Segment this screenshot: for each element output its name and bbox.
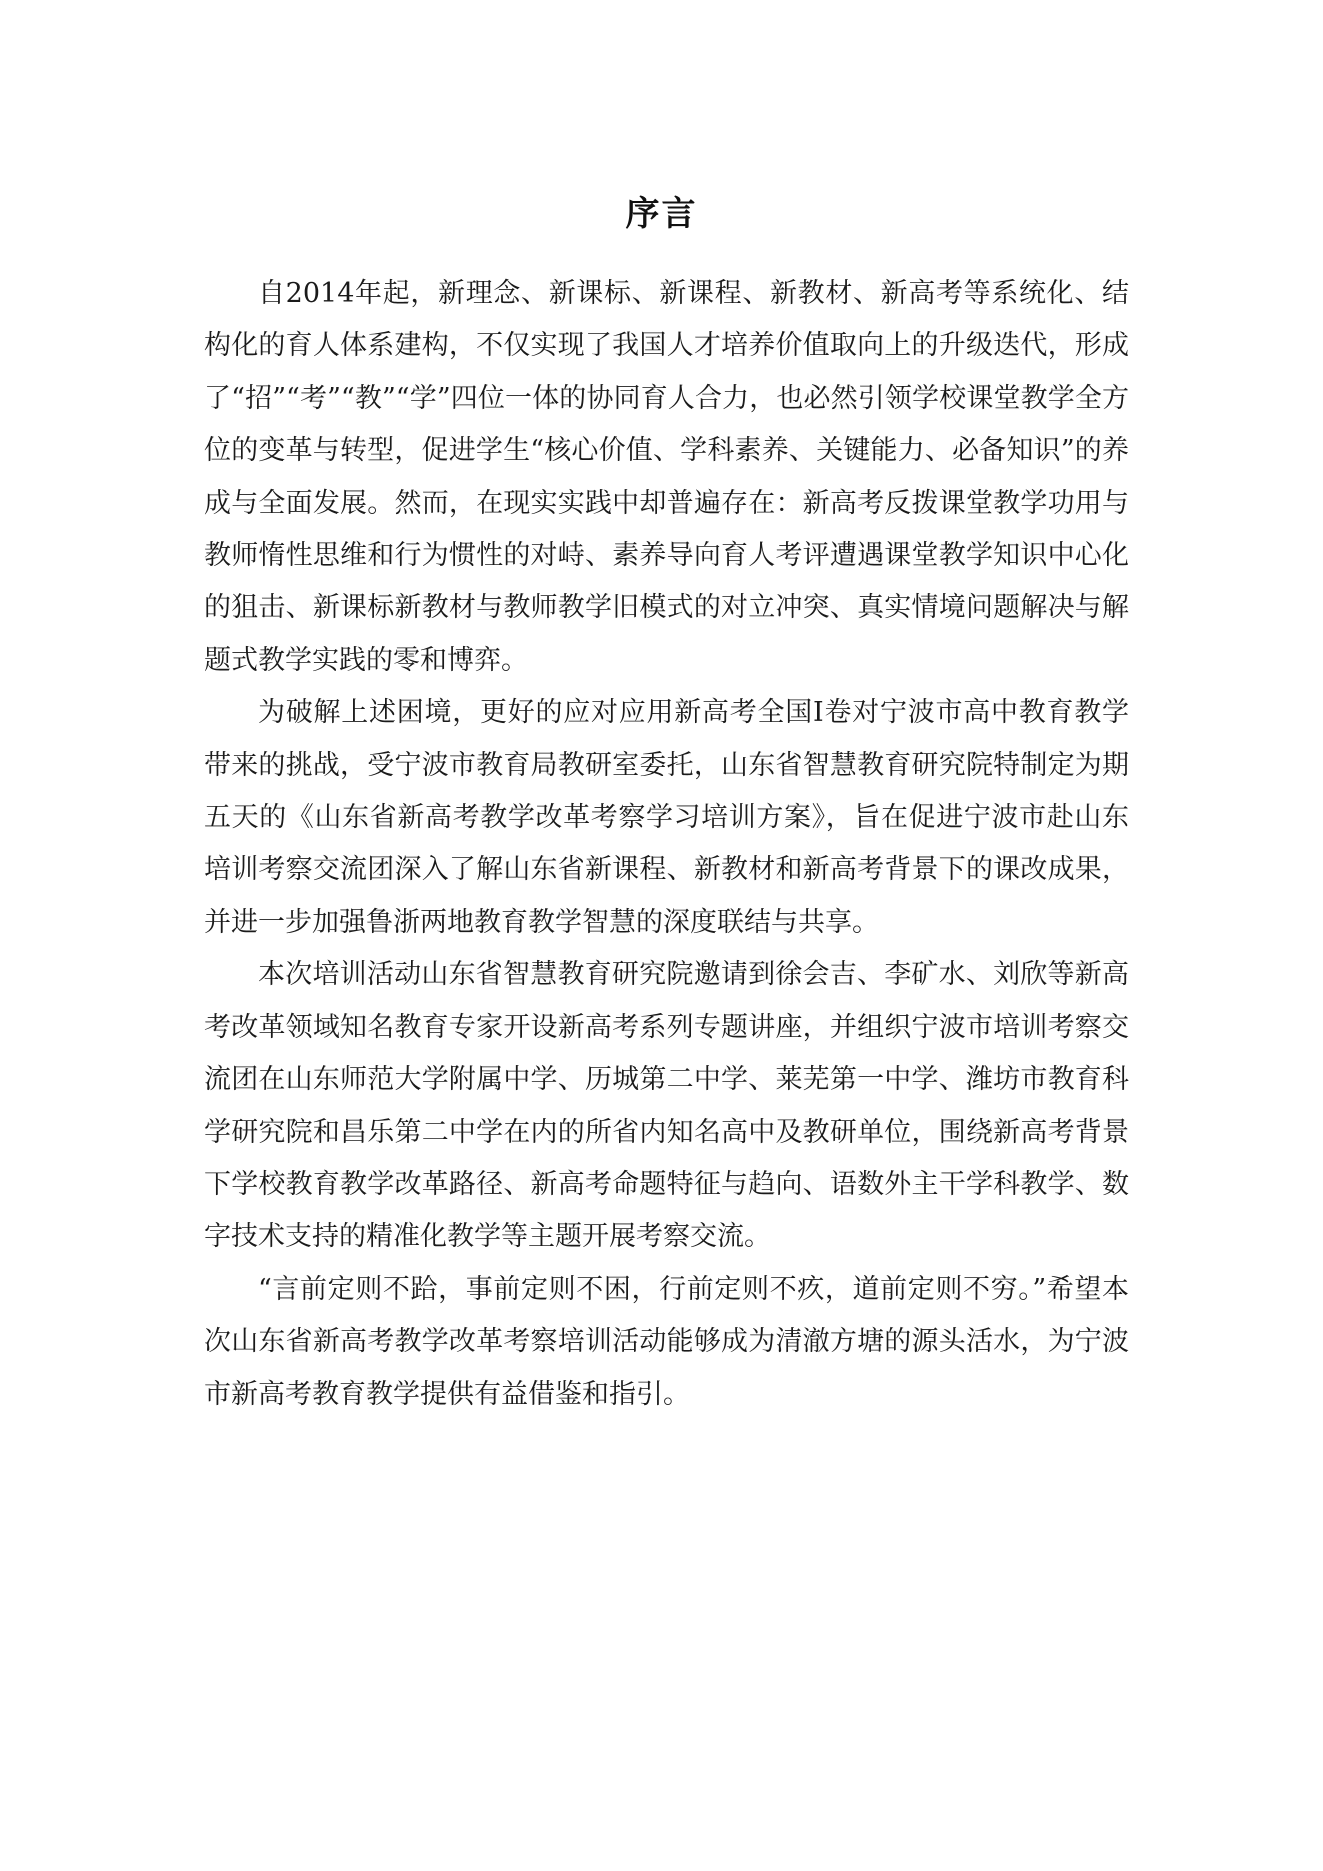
paragraph: 本次培训活动山东省智慧教育研究院邀请到徐会吉、李矿水、刘欣等新高考改革领域知名教育专家开设新高考系列专题讲座，并组织宁波市培训考察交流团在山东师范大学附属中学、历城第二中学、莱芜第一中学、潍坊市教育科学研究院和昌乐第二中学在内的所省内知名高中及教研单位，围绕新高考背景下学校教育教学改革路径、新高考命题特征与趋向、语数外主干学科教学、数字技术支持的精准化教学等主题开展考察交流。	[204, 959, 1129, 1253]
page-title: 序言	[625, 194, 698, 234]
paragraph: “言前定则不跲，事前定则不困，行前定则不疚，道前定则不穷。”希望本次山东省新高考教学改革考察培训活动能够成为清澈方塘的源头活水，为宁波市新高考教育教学提供有益借鉴和指引。	[204, 1273, 1129, 1410]
paragraph: 自2014年起，新理念、新课标、新课程、新教材、新高考等系统化、结构化的育人体系建构，不仅实现了我国人才培养价值取向上的升级迭代，形成了“招”“考”“教”“学”四位一体的协同育人合力，也必然引领学校课堂教学全方位的变革与转型，促进学生“核心价值、学科素养、关键能力、必备知识”的养成与全面发展。然而，在现实实践中却普遍存在：新高考反拨课堂教学功用与教师惰性思维和行为惯性的对峙、素养导向育人考评遭遇课堂教学知识中心化的狙击、新课标新教材与教师教学旧模式的对立冲突、真实情境问题解决与解题式教学实践的零和博弈。	[204, 278, 1129, 676]
paragraph: 为破解上述困境，更好的应对应用新高考全国Ⅰ卷对宁波市高中教育教学带来的挑战，受宁波市教育局教研室委托，山东省智慧教育研究院特制定为期五天的《山东省新高考教学改革考察学习培训方案》，旨在促进宁波市赴山东培训考察交流团深入了解山东省新课程、新教材和新高考背景下的课改成果，并进一步加强鲁浙两地教育教学智慧的深度联结与共享。	[204, 697, 1129, 938]
body-text	[204, 268, 1129, 1421]
